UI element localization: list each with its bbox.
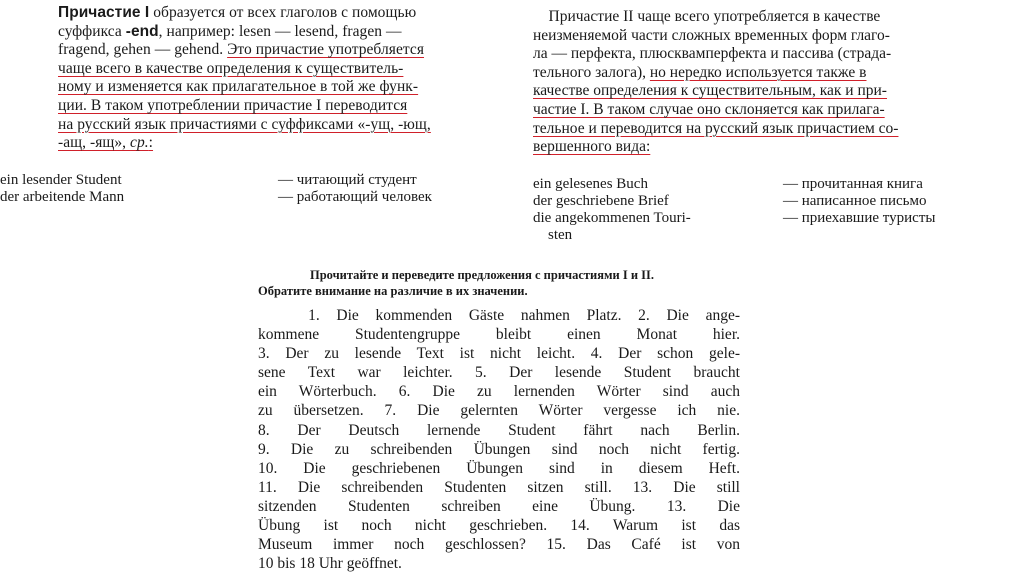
example-row bbox=[533, 176, 935, 193]
russian-translation: — написанное письмо bbox=[783, 193, 927, 209]
sentence-line: sene Text war leichter. 5. Der lesende Student braucht bbox=[258, 364, 740, 382]
underlined-text: Это причастие употребляется bbox=[227, 41, 425, 59]
sentence-line: 1. Die kommenden Gäste nahmen Platz. 2. Die ange- bbox=[258, 307, 740, 324]
underlined-text: чаще всего в качестве определения к существитель- bbox=[58, 59, 404, 77]
right-paragraph bbox=[533, 8, 1011, 157]
paragraph-line bbox=[533, 64, 1011, 83]
text-segment: образуется от всех глаголов с помощью bbox=[149, 4, 417, 21]
underlined-text: ному и изменяется как прилагательное в той же функ- bbox=[58, 78, 419, 96]
paragraph-line bbox=[58, 23, 518, 42]
russian-translation: — читающий студент bbox=[278, 172, 417, 188]
text-segment: ла — перфекта, плюсквамперфекта и пассива (страда- bbox=[533, 45, 892, 63]
underlined-text: тельное и переводится на русский язык причастием со- bbox=[533, 119, 899, 137]
sentence-line: 9. Die zu schreibenden Übungen sind noch nicht fertig. bbox=[258, 440, 740, 458]
underlined-text: частие I. В таком случае оно склоняется как прилага- bbox=[533, 100, 885, 118]
paragraph-line bbox=[58, 78, 518, 97]
sentence-line: Übung ist noch nicht geschrieben. 14. Warum ist das bbox=[258, 517, 740, 535]
sentence-line: Museum immer noch geschlossen? 15. Das Café ist von bbox=[258, 536, 740, 554]
german-phrase: sten bbox=[533, 227, 573, 243]
right-examples bbox=[533, 176, 935, 244]
underlined-text: -ащ, -ящ», bbox=[58, 134, 131, 152]
text-segment: суффикса bbox=[58, 22, 126, 40]
sentence-line: kommene Studentengruppe bleibt einen Monat hier. bbox=[258, 326, 740, 344]
paragraph-line bbox=[58, 134, 518, 153]
sentence-line: ein Wörterbuch. 6. Die zu lernenden Wörter sind auch bbox=[258, 383, 740, 401]
paragraph-line bbox=[533, 82, 1011, 101]
exercise-task bbox=[258, 268, 654, 299]
example-row bbox=[533, 193, 935, 210]
sentence-line: zu übersetzen. 7. Die gelernten Wörter vergesse ich nie. bbox=[258, 402, 740, 420]
task-line-1: Прочитайте и переведите предложения с причастиями I и II. bbox=[310, 268, 655, 282]
german-phrase: ein lesender Student bbox=[0, 172, 122, 188]
paragraph-line bbox=[58, 41, 518, 60]
paragraph-line bbox=[58, 60, 518, 79]
russian-translation: — прочитанная книга bbox=[783, 176, 923, 192]
sentence-line: sitzenden Studenten schreiben eine Übung. 13. Die bbox=[258, 497, 740, 515]
underlined-text: ции. В таком употреблении причастие I переводится bbox=[58, 96, 408, 114]
german-phrase: der geschriebene Brief bbox=[533, 193, 669, 209]
underlined-text: : bbox=[148, 134, 154, 152]
underlined-text: ср. bbox=[130, 134, 149, 152]
sentence-line: 11. Die schreibenden Studenten sitzen still. 13. Die still bbox=[258, 478, 740, 496]
example-row bbox=[0, 172, 432, 189]
example-row bbox=[0, 189, 432, 206]
paragraph-line bbox=[58, 97, 518, 116]
underlined-text: на русский язык причастиями с суффиксами «-ущ, -ющ, bbox=[58, 115, 431, 133]
russian-translation: — работающий человек bbox=[278, 189, 432, 205]
sentence-line: 10. Die geschriebenen Übungen sind in diesem Heft. bbox=[258, 459, 740, 477]
sentence-line: 10 bis 18 Uhr geöffnet. bbox=[258, 555, 402, 573]
left-paragraph bbox=[58, 4, 518, 153]
german-phrase: ein gelesenes Buch bbox=[533, 176, 648, 192]
sentence-line: 8. Der Deutsch lernende Student fährt nach Berlin. bbox=[258, 421, 740, 439]
underlined-text: но нередко используется также в bbox=[649, 63, 867, 81]
example-row bbox=[533, 210, 935, 227]
text-segment: неизменяемой части сложных временных форм глаго- bbox=[533, 26, 890, 44]
paragraph-line bbox=[533, 27, 1011, 46]
text-segment: Причастие II чаще всего употребляется в качестве bbox=[533, 8, 881, 25]
paragraph-line bbox=[533, 120, 1011, 139]
paragraph-line bbox=[533, 101, 1011, 120]
text-segment: Причастие I bbox=[58, 4, 150, 21]
german-phrase: die angekommenen Touri- bbox=[533, 210, 691, 226]
task-line-2: Обратите внимание на различие в их значении. bbox=[258, 283, 528, 298]
paragraph-line bbox=[58, 4, 518, 23]
paragraph-line bbox=[533, 138, 1011, 157]
russian-translation: — приехавшие туристы bbox=[783, 210, 936, 226]
exercise-sentences bbox=[258, 306, 740, 573]
underlined-text: вершенного вида: bbox=[533, 138, 651, 156]
underlined-text: качестве определения к существительным, как и при- bbox=[533, 82, 887, 100]
german-phrase: der arbeitende Mann bbox=[0, 189, 125, 205]
paragraph-line bbox=[58, 116, 518, 135]
text-segment: fragend, gehen — gehend. bbox=[58, 41, 228, 59]
text-segment: -end bbox=[125, 22, 159, 40]
text-segment: , например: lesen — lesend, fragen — bbox=[158, 22, 402, 40]
sentence-line: 3. Der zu lesende Text ist nicht leicht. 4. Der schon gele- bbox=[258, 345, 740, 363]
paragraph-line bbox=[533, 8, 1011, 27]
example-row bbox=[533, 227, 935, 244]
left-examples bbox=[0, 172, 432, 206]
text-segment: тельного залога), bbox=[533, 63, 650, 81]
paragraph-line bbox=[533, 45, 1011, 64]
